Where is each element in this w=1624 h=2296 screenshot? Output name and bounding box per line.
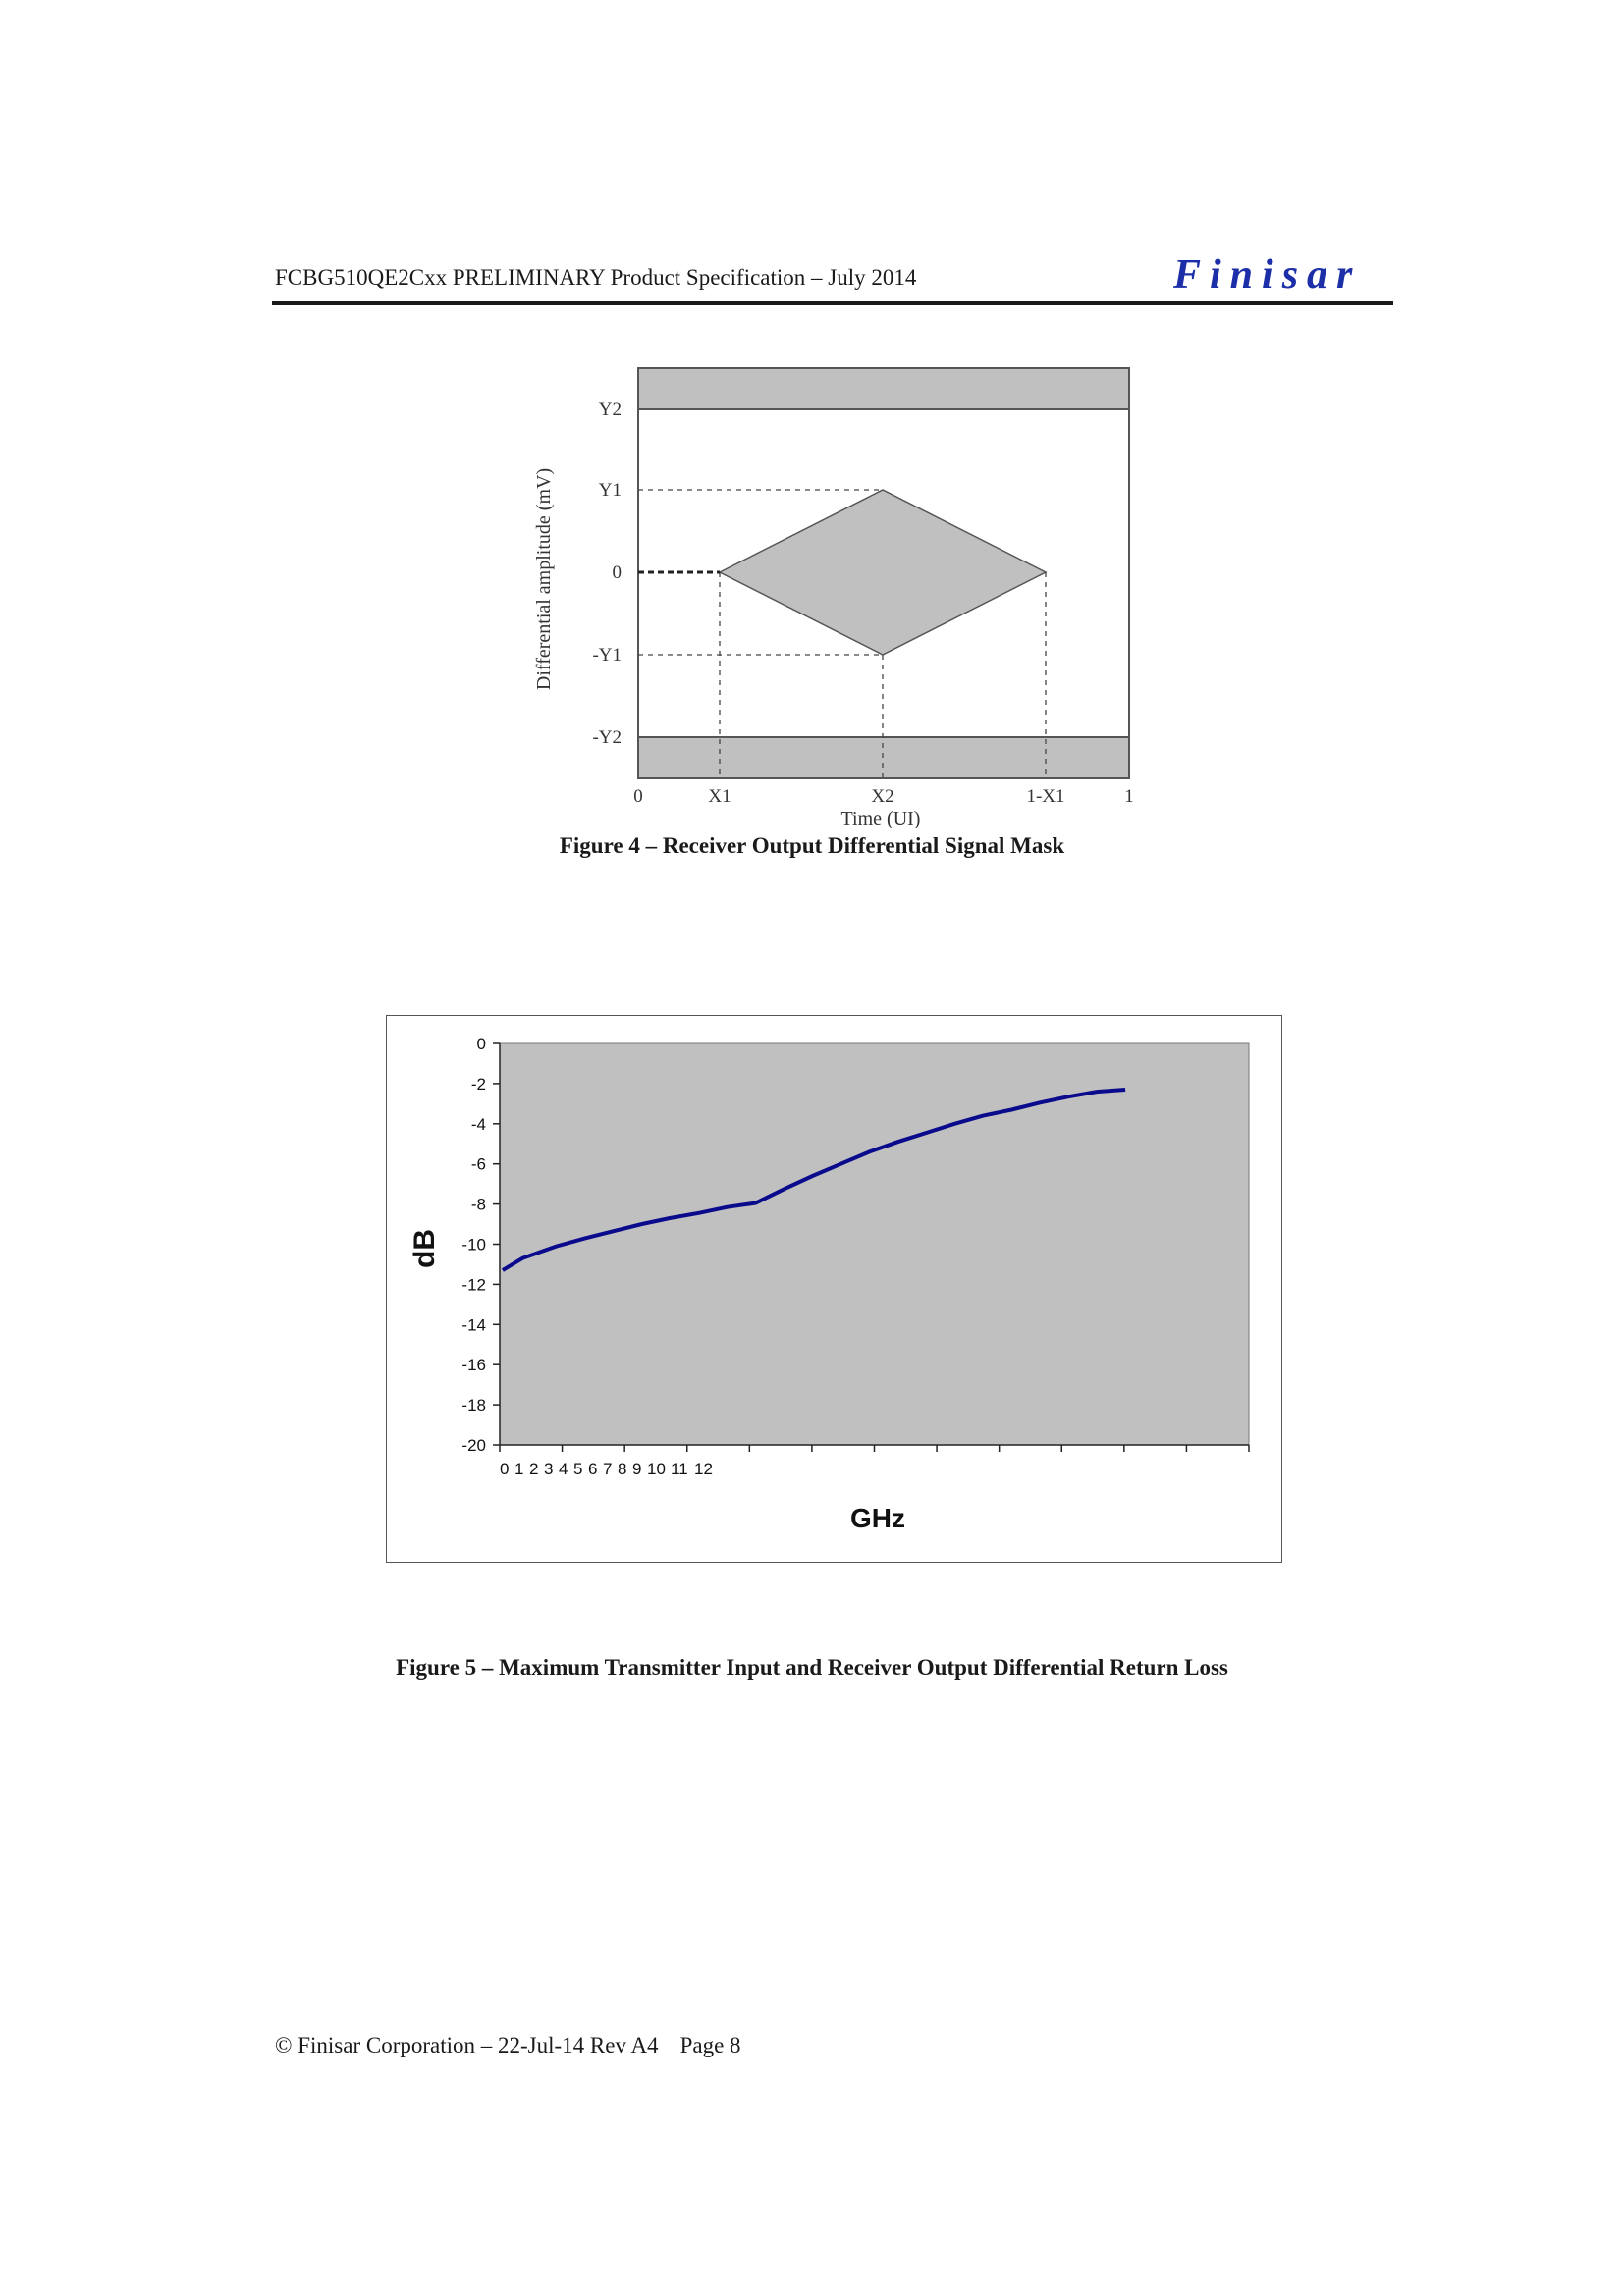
x-tick-label: 10 bbox=[647, 1460, 666, 1478]
chart-y-axis-title: dB bbox=[408, 1229, 441, 1268]
chart-x-axis-title: GHz bbox=[850, 1503, 905, 1533]
footer-copyright: © Finisar Corporation – 22-Jul-14 Rev A4 bbox=[275, 2033, 659, 2057]
page-footer bbox=[275, 2033, 741, 2058]
y-tick-label: -12 bbox=[461, 1275, 486, 1295]
fig4-x-axis-title: Time (UI) bbox=[840, 808, 921, 829]
fig4-x-tick: 1-X1 bbox=[1026, 786, 1065, 807]
fig4-bottom-mask-band bbox=[638, 737, 1129, 778]
y-tick-label: -6 bbox=[470, 1154, 486, 1174]
fig4-x-tick: X1 bbox=[708, 786, 731, 807]
y-tick-label: -10 bbox=[461, 1235, 486, 1255]
x-tick-label: 12 bbox=[694, 1460, 713, 1478]
x-tick-label: 1 bbox=[514, 1460, 524, 1478]
fig4-y-tick: 0 bbox=[612, 562, 622, 583]
x-tick-label: 5 bbox=[573, 1460, 583, 1478]
x-tick-label: 7 bbox=[603, 1460, 613, 1478]
figure-4-caption: Figure 4 – Receiver Output Differential Signal Mask bbox=[559, 833, 1065, 858]
x-tick-label: 9 bbox=[632, 1460, 642, 1478]
fig4-y-tick: Y1 bbox=[598, 480, 622, 501]
x-tick-label: 11 bbox=[671, 1460, 688, 1478]
brand-logo: Finisar bbox=[1173, 252, 1362, 297]
x-tick-label: 8 bbox=[618, 1460, 627, 1478]
footer-page-number: Page 8 bbox=[679, 2033, 741, 2057]
fig4-y-tick: Y2 bbox=[598, 400, 622, 420]
y-tick-label: -16 bbox=[461, 1356, 486, 1375]
header-title: FCBG510QE2Cxx PRELIMINARY Product Specification – July 2014 bbox=[275, 265, 917, 290]
x-tick-label: 0 bbox=[500, 1460, 510, 1478]
y-tick-label: -20 bbox=[461, 1436, 486, 1455]
fig4-x-tick: 0 bbox=[633, 786, 643, 807]
fig4-y-tick: -Y2 bbox=[592, 727, 622, 748]
x-tick-label: 4 bbox=[559, 1460, 568, 1478]
x-tick-label: 2 bbox=[529, 1460, 539, 1478]
y-tick-label: -18 bbox=[461, 1396, 486, 1415]
header-rule bbox=[272, 301, 1393, 305]
y-tick-label: -14 bbox=[461, 1315, 486, 1335]
fig4-x-tick: X2 bbox=[871, 786, 894, 807]
y-tick-label: -4 bbox=[470, 1114, 486, 1134]
y-tick-label: 0 bbox=[476, 1035, 486, 1053]
x-tick-label: 6 bbox=[588, 1460, 598, 1478]
fig4-top-mask-band bbox=[638, 368, 1129, 409]
fig4-x-tick: 1 bbox=[1124, 786, 1134, 807]
plot-area bbox=[500, 1043, 1249, 1445]
fig4-y-tick: -Y1 bbox=[592, 645, 622, 666]
y-tick-label: -2 bbox=[470, 1074, 486, 1094]
figure-5-chart bbox=[387, 1016, 1281, 1562]
fig4-y-axis-title: Differential amplitude (mV) bbox=[533, 467, 555, 691]
figure-4-mask-diagram bbox=[511, 344, 1159, 834]
figure-5-chart-box bbox=[386, 1015, 1282, 1563]
x-tick-label: 3 bbox=[544, 1460, 554, 1478]
y-tick-label: -8 bbox=[470, 1195, 486, 1214]
figure-5-caption: Figure 5 – Maximum Transmitter Input and Receiver Output Differential Return Loss bbox=[396, 1655, 1228, 1680]
